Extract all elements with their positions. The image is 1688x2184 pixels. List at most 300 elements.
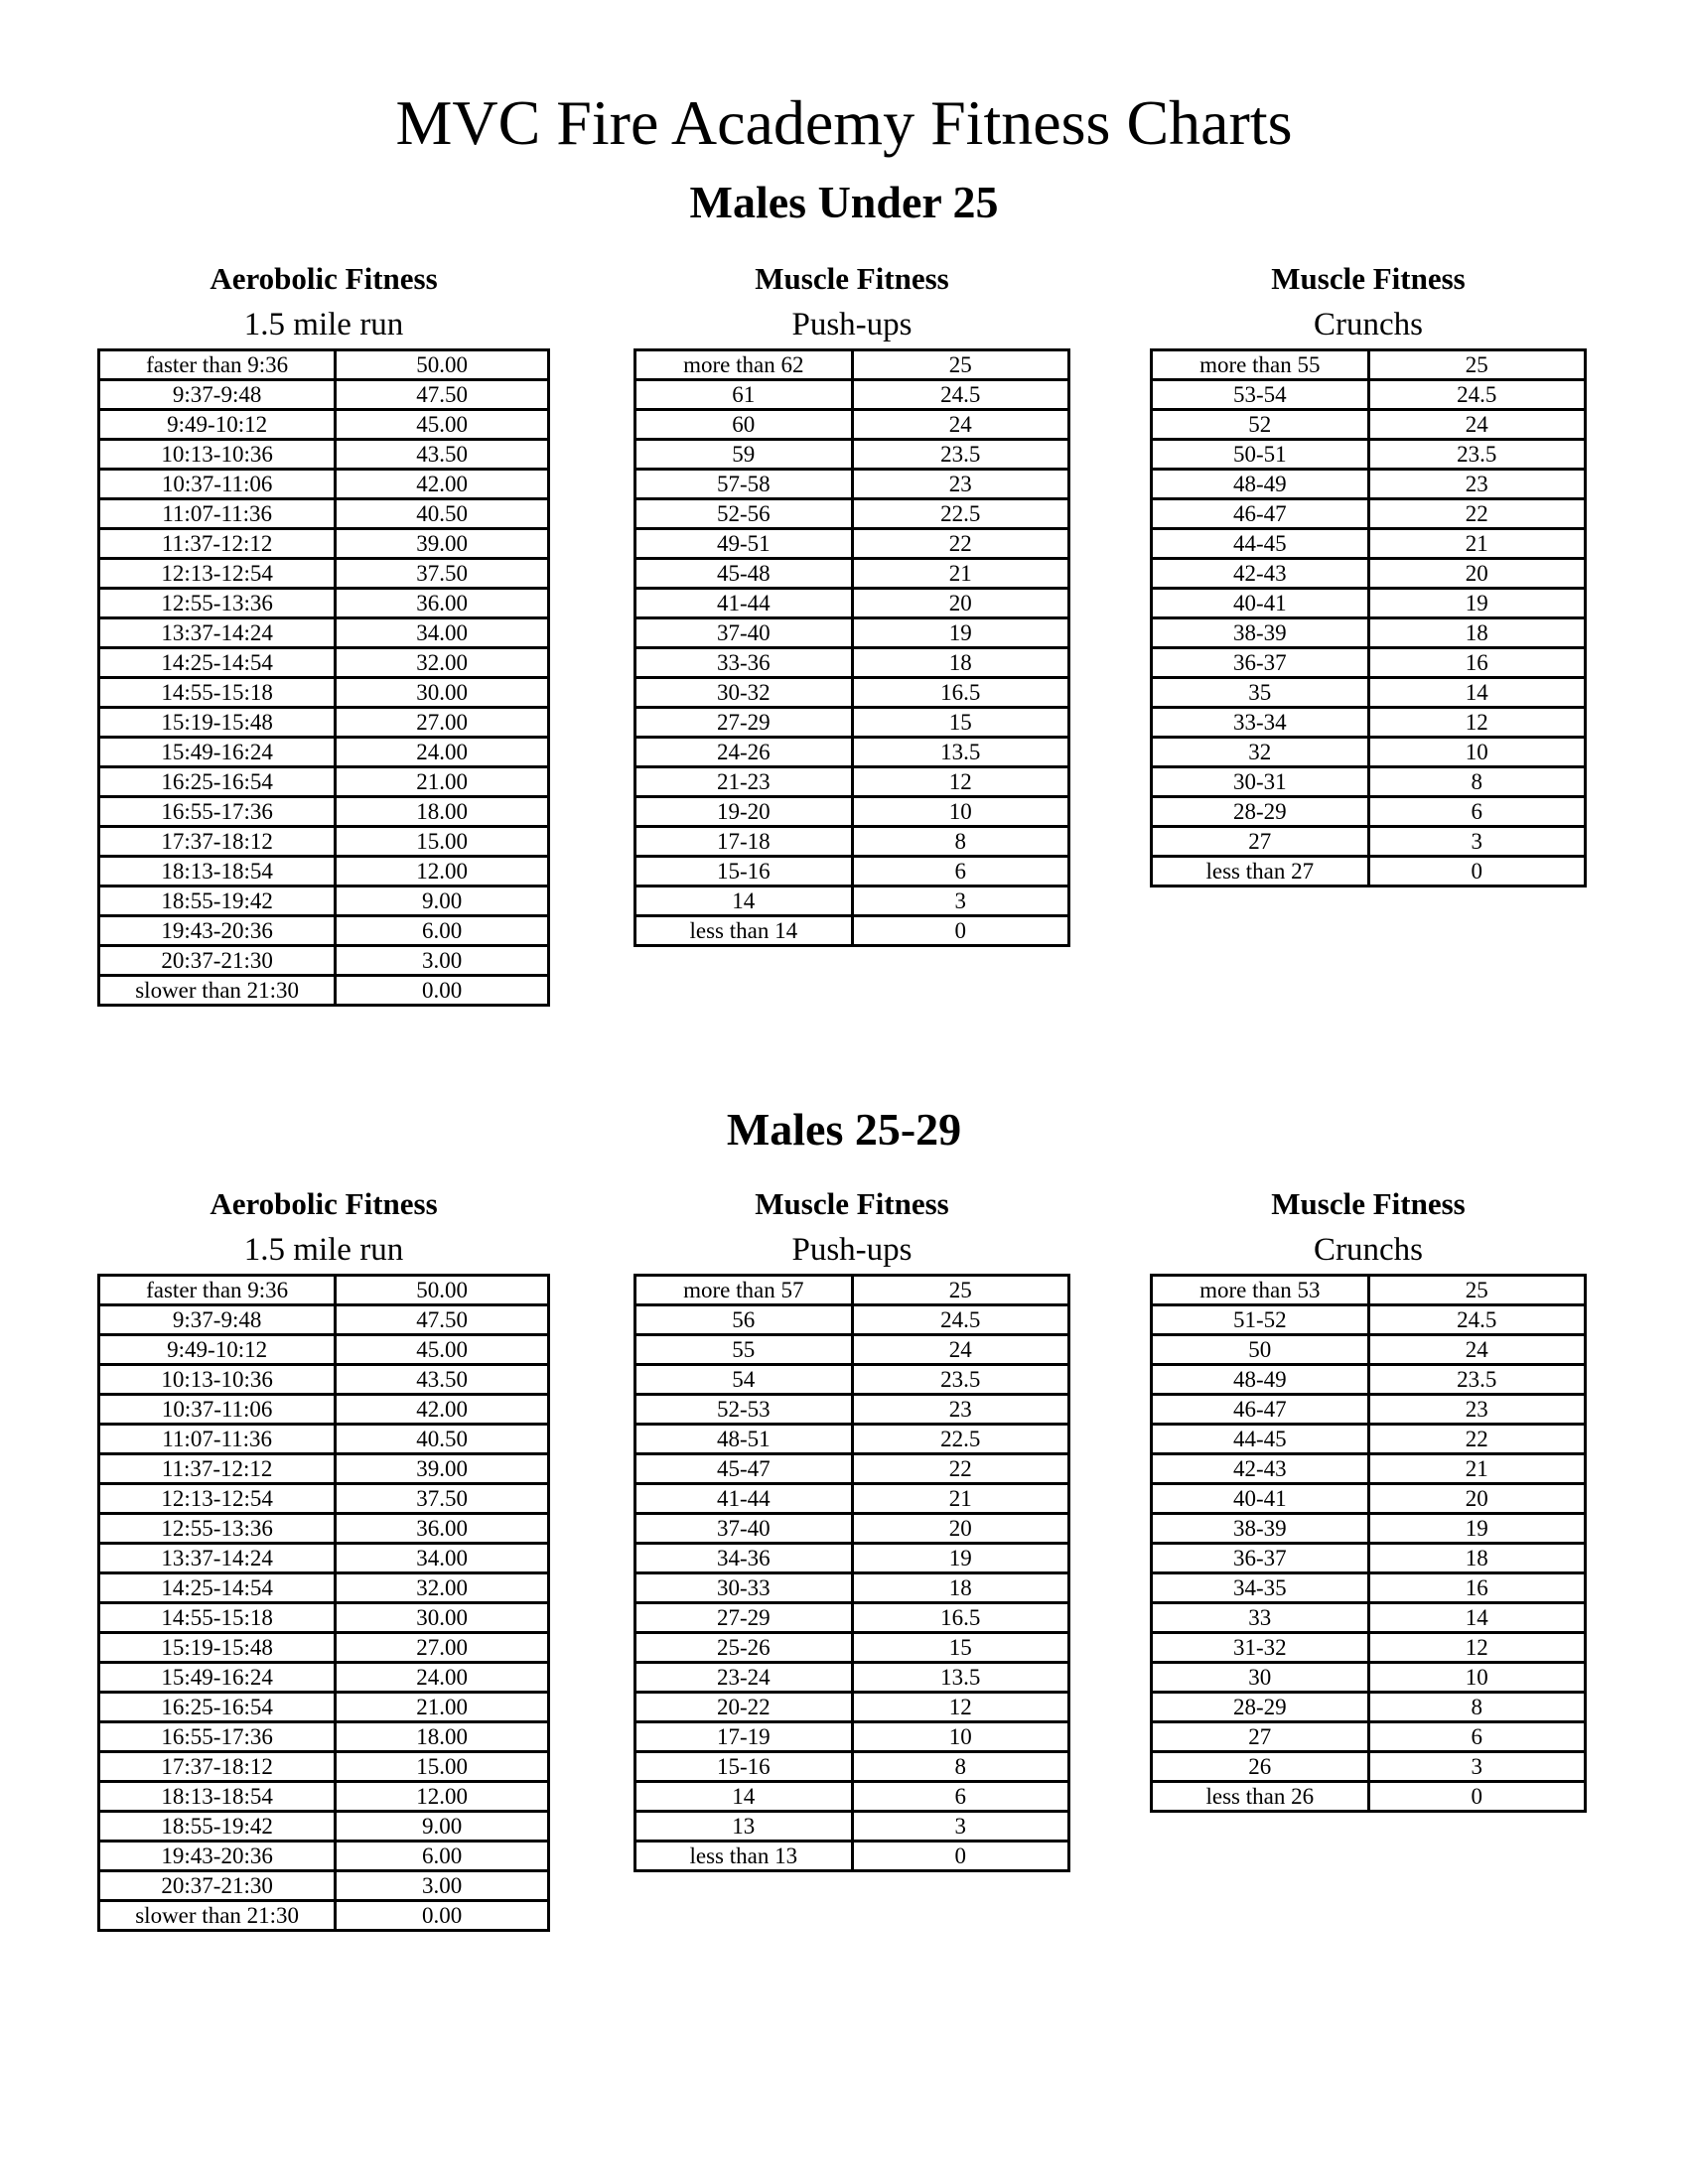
table-row <box>635 708 1069 738</box>
score-cell: 23.5 <box>1368 440 1585 470</box>
score-cell: 6 <box>1368 1722 1585 1752</box>
score-cell: 16.5 <box>852 1603 1068 1633</box>
table-row <box>635 1752 1069 1782</box>
range-cell: 13 <box>635 1812 853 1842</box>
table-row <box>1152 440 1586 470</box>
table-row <box>635 678 1069 708</box>
chart-heading: Aerobolic Fitness <box>210 1186 438 1221</box>
table-row <box>635 916 1069 946</box>
table-row <box>1152 1276 1586 1305</box>
range-cell: faster than 9:36 <box>99 1276 336 1305</box>
table-row <box>99 499 549 529</box>
score-cell: 22 <box>852 529 1068 559</box>
table-row <box>99 1693 549 1722</box>
range-cell: 52-56 <box>635 499 853 529</box>
score-cell: 19 <box>1368 1514 1585 1544</box>
score-cell: 8 <box>852 1752 1068 1782</box>
score-cell: 0 <box>1368 1782 1585 1812</box>
range-cell: 15-16 <box>635 1752 853 1782</box>
score-cell: 23.5 <box>852 440 1068 470</box>
table-row <box>99 1514 549 1544</box>
score-cell: 12.00 <box>336 1782 549 1812</box>
range-cell: less than 14 <box>635 916 853 946</box>
range-cell: 24-26 <box>635 738 853 767</box>
table-row <box>1152 470 1586 499</box>
table-row <box>1152 529 1586 559</box>
table-row <box>1152 1365 1586 1395</box>
range-cell: 9:49-10:12 <box>99 1335 336 1365</box>
score-cell: 24.5 <box>852 1305 1068 1335</box>
range-cell: 14:55-15:18 <box>99 1603 336 1633</box>
table-row <box>635 797 1069 827</box>
table-row <box>635 1276 1069 1305</box>
score-cell: 3.00 <box>336 946 549 976</box>
range-cell: 59 <box>635 440 853 470</box>
range-cell: more than 57 <box>635 1276 853 1305</box>
range-cell: 60 <box>635 410 853 440</box>
table-row <box>99 559 549 589</box>
table-row <box>1152 559 1586 589</box>
table-row <box>635 440 1069 470</box>
table-row <box>635 1693 1069 1722</box>
table-row <box>99 1395 549 1425</box>
table-row <box>99 1633 549 1663</box>
score-cell: 0 <box>1368 857 1585 887</box>
score-cell: 23 <box>852 470 1068 499</box>
table-row <box>1152 1752 1586 1782</box>
table-row <box>99 857 549 887</box>
score-cell: 10 <box>1368 1663 1585 1693</box>
table-row <box>1152 797 1586 827</box>
score-table <box>1150 1274 1587 1813</box>
range-cell: 21-23 <box>635 767 853 797</box>
range-cell: 15-16 <box>635 857 853 887</box>
range-cell: 46-47 <box>1152 499 1369 529</box>
table-row <box>1152 1782 1586 1812</box>
range-cell: 32 <box>1152 738 1369 767</box>
score-cell: 3 <box>1368 827 1585 857</box>
range-cell: 45-47 <box>635 1454 853 1484</box>
score-cell: 40.50 <box>336 1425 549 1454</box>
table-row <box>635 529 1069 559</box>
range-cell: 30 <box>1152 1663 1369 1693</box>
score-cell: 21 <box>1368 529 1585 559</box>
table-row <box>635 1782 1069 1812</box>
pushups-chart <box>633 258 1070 947</box>
range-cell: 27 <box>1152 827 1369 857</box>
range-cell: more than 62 <box>635 350 853 380</box>
table-row <box>635 1514 1069 1544</box>
score-cell: 37.50 <box>336 559 549 589</box>
score-cell: 9.00 <box>336 1812 549 1842</box>
range-cell: 42-43 <box>1152 559 1369 589</box>
table-row <box>1152 1305 1586 1335</box>
range-cell: 28-29 <box>1152 1693 1369 1722</box>
score-table <box>1150 348 1587 887</box>
score-cell: 0.00 <box>336 1901 549 1931</box>
table-row <box>1152 1573 1586 1603</box>
range-cell: 9:37-9:48 <box>99 1305 336 1335</box>
range-cell: 18:13-18:54 <box>99 1782 336 1812</box>
table-row <box>99 767 549 797</box>
table-row <box>99 708 549 738</box>
score-cell: 10 <box>852 1722 1068 1752</box>
table-row <box>99 470 549 499</box>
score-cell: 34.00 <box>336 1544 549 1573</box>
score-cell: 9.00 <box>336 887 549 916</box>
crunches-chart <box>1150 1183 1587 1813</box>
score-cell: 24 <box>852 1335 1068 1365</box>
range-cell: 37-40 <box>635 1514 853 1544</box>
chart-heading: Muscle Fitness <box>755 261 949 296</box>
score-cell: 39.00 <box>336 529 549 559</box>
range-cell: 16:55-17:36 <box>99 797 336 827</box>
score-cell: 22 <box>852 1454 1068 1484</box>
score-cell: 30.00 <box>336 678 549 708</box>
table-row <box>99 678 549 708</box>
range-cell: 17-19 <box>635 1722 853 1752</box>
score-cell: 19 <box>1368 589 1585 618</box>
range-cell: 18:55-19:42 <box>99 887 336 916</box>
range-cell: 15:19-15:48 <box>99 1633 336 1663</box>
table-row <box>99 529 549 559</box>
table-row <box>99 1425 549 1454</box>
score-cell: 6 <box>852 1782 1068 1812</box>
table-row <box>635 350 1069 380</box>
range-cell: 17:37-18:12 <box>99 1752 336 1782</box>
table-row <box>99 1305 549 1335</box>
table-row <box>1152 827 1586 857</box>
table-row <box>99 1365 549 1395</box>
range-cell: 52-53 <box>635 1395 853 1425</box>
score-cell: 39.00 <box>336 1454 549 1484</box>
score-cell: 45.00 <box>336 1335 549 1365</box>
score-cell: 8 <box>852 827 1068 857</box>
score-cell: 18.00 <box>336 797 549 827</box>
range-cell: 56 <box>635 1305 853 1335</box>
score-cell: 18 <box>1368 618 1585 648</box>
table-row <box>1152 380 1586 410</box>
range-cell: 23-24 <box>635 1663 853 1693</box>
range-cell: 13:37-14:24 <box>99 1544 336 1573</box>
range-cell: 16:55-17:36 <box>99 1722 336 1752</box>
score-cell: 43.50 <box>336 440 549 470</box>
table-row <box>635 1663 1069 1693</box>
score-cell: 24.00 <box>336 1663 549 1693</box>
table-row <box>635 559 1069 589</box>
score-cell: 6.00 <box>336 1842 549 1871</box>
range-cell: 37-40 <box>635 618 853 648</box>
range-cell: less than 26 <box>1152 1782 1369 1812</box>
table-row <box>635 410 1069 440</box>
score-cell: 23 <box>1368 1395 1585 1425</box>
table-row <box>635 767 1069 797</box>
range-cell: 10:13-10:36 <box>99 440 336 470</box>
score-cell: 0 <box>852 1842 1068 1871</box>
range-cell: 31-32 <box>1152 1633 1369 1663</box>
score-cell: 12 <box>1368 1633 1585 1663</box>
range-cell: 41-44 <box>635 589 853 618</box>
score-cell: 14 <box>1368 1603 1585 1633</box>
range-cell: 12:13-12:54 <box>99 1484 336 1514</box>
table-row <box>635 499 1069 529</box>
range-cell: 50-51 <box>1152 440 1369 470</box>
score-cell: 22 <box>1368 499 1585 529</box>
range-cell: 54 <box>635 1365 853 1395</box>
score-cell: 43.50 <box>336 1365 549 1395</box>
table-row <box>635 618 1069 648</box>
range-cell: 42-43 <box>1152 1454 1369 1484</box>
score-cell: 25 <box>852 350 1068 380</box>
score-cell: 8 <box>1368 767 1585 797</box>
range-cell: more than 53 <box>1152 1276 1369 1305</box>
score-table <box>633 348 1070 947</box>
range-cell: faster than 9:36 <box>99 350 336 380</box>
score-cell: 13.5 <box>852 1663 1068 1693</box>
range-cell: more than 55 <box>1152 350 1369 380</box>
score-cell: 36.00 <box>336 1514 549 1544</box>
range-cell: 45-48 <box>635 559 853 589</box>
chart-heading: Muscle Fitness <box>755 1186 949 1221</box>
range-cell: 44-45 <box>1152 529 1369 559</box>
score-cell: 14 <box>1368 678 1585 708</box>
score-cell: 20 <box>1368 1484 1585 1514</box>
range-cell: 53-54 <box>1152 380 1369 410</box>
table-row <box>1152 589 1586 618</box>
score-cell: 47.50 <box>336 380 549 410</box>
score-cell: 8 <box>1368 1693 1585 1722</box>
table-row <box>1152 1663 1586 1693</box>
range-cell: 14 <box>635 887 853 916</box>
table-row <box>635 1395 1069 1425</box>
score-cell: 24 <box>1368 410 1585 440</box>
score-cell: 24.5 <box>1368 380 1585 410</box>
range-cell: 16:25-16:54 <box>99 1693 336 1722</box>
score-cell: 15.00 <box>336 1752 549 1782</box>
score-cell: 12.00 <box>336 857 549 887</box>
score-cell: 21.00 <box>336 767 549 797</box>
score-cell: 15.00 <box>336 827 549 857</box>
table-row <box>99 827 549 857</box>
table-row <box>1152 1514 1586 1544</box>
range-cell: 57-58 <box>635 470 853 499</box>
table-row <box>99 1335 549 1365</box>
range-cell: 27 <box>1152 1722 1369 1752</box>
table-row <box>99 1663 549 1693</box>
range-cell: 11:07-11:36 <box>99 1425 336 1454</box>
table-row <box>1152 767 1586 797</box>
table-row <box>99 440 549 470</box>
score-cell: 25 <box>1368 1276 1585 1305</box>
score-cell: 21 <box>1368 1454 1585 1484</box>
table-row <box>635 1484 1069 1514</box>
score-cell: 21 <box>852 559 1068 589</box>
range-cell: 14:25-14:54 <box>99 648 336 678</box>
table-row <box>1152 738 1586 767</box>
score-cell: 32.00 <box>336 648 549 678</box>
score-cell: 37.50 <box>336 1484 549 1514</box>
table-row <box>1152 648 1586 678</box>
range-cell: 33-36 <box>635 648 853 678</box>
range-cell: 17:37-18:12 <box>99 827 336 857</box>
table-row <box>635 1842 1069 1871</box>
table-row <box>99 1484 549 1514</box>
range-cell: 36-37 <box>1152 1544 1369 1573</box>
table-row <box>1152 1425 1586 1454</box>
range-cell: 52 <box>1152 410 1369 440</box>
table-row <box>99 1454 549 1484</box>
score-cell: 30.00 <box>336 1603 549 1633</box>
score-cell: 6.00 <box>336 916 549 946</box>
score-cell: 18 <box>1368 1544 1585 1573</box>
run-chart <box>97 258 550 1007</box>
range-cell: 48-49 <box>1152 1365 1369 1395</box>
range-cell: 25-26 <box>635 1633 853 1663</box>
score-table <box>97 1274 550 1932</box>
range-cell: 55 <box>635 1335 853 1365</box>
range-cell: less than 13 <box>635 1842 853 1871</box>
score-cell: 16.5 <box>852 678 1068 708</box>
range-cell: 13:37-14:24 <box>99 618 336 648</box>
score-cell: 3 <box>852 1812 1068 1842</box>
chart-subheading: 1.5 mile run <box>243 1232 404 1268</box>
range-cell: less than 27 <box>1152 857 1369 887</box>
table-row <box>1152 618 1586 648</box>
range-cell: 34-35 <box>1152 1573 1369 1603</box>
table-row <box>99 1901 549 1931</box>
table-row <box>99 618 549 648</box>
table-row <box>99 1842 549 1871</box>
table-row <box>99 380 549 410</box>
range-cell: 15:49-16:24 <box>99 738 336 767</box>
score-cell: 50.00 <box>336 350 549 380</box>
range-cell: 14 <box>635 1782 853 1812</box>
table-row <box>99 1752 549 1782</box>
table-row <box>1152 678 1586 708</box>
section-title: Males Under 25 <box>689 177 999 227</box>
range-cell: 19:43-20:36 <box>99 916 336 946</box>
range-cell: 36-37 <box>1152 648 1369 678</box>
score-cell: 42.00 <box>336 1395 549 1425</box>
range-cell: 11:37-12:12 <box>99 1454 336 1484</box>
score-cell: 20 <box>852 589 1068 618</box>
score-cell: 23 <box>852 1395 1068 1425</box>
table-row <box>99 976 549 1006</box>
range-cell: 48-51 <box>635 1425 853 1454</box>
score-cell: 15 <box>852 708 1068 738</box>
table-row <box>99 916 549 946</box>
table-row <box>99 797 549 827</box>
table-row <box>1152 350 1586 380</box>
score-cell: 23.5 <box>852 1365 1068 1395</box>
table-row <box>635 589 1069 618</box>
table-row <box>99 946 549 976</box>
chart-subheading: Crunchs <box>1314 1232 1423 1268</box>
chart-subheading: 1.5 mile run <box>243 307 404 342</box>
score-cell: 40.50 <box>336 499 549 529</box>
table-row <box>635 1335 1069 1365</box>
range-cell: 27-29 <box>635 1603 853 1633</box>
table-row <box>1152 857 1586 887</box>
table-row <box>635 1365 1069 1395</box>
score-cell: 22 <box>1368 1425 1585 1454</box>
range-cell: 46-47 <box>1152 1395 1369 1425</box>
score-cell: 12 <box>852 1693 1068 1722</box>
score-cell: 15 <box>852 1633 1068 1663</box>
table-row <box>635 648 1069 678</box>
section-title: Males 25-29 <box>726 1104 962 1155</box>
range-cell: 19-20 <box>635 797 853 827</box>
table-row <box>1152 1454 1586 1484</box>
range-cell: 50 <box>1152 1335 1369 1365</box>
table-row <box>99 1782 549 1812</box>
table-row <box>635 738 1069 767</box>
score-cell: 24.00 <box>336 738 549 767</box>
score-cell: 19 <box>852 1544 1068 1573</box>
range-cell: 16:25-16:54 <box>99 767 336 797</box>
table-row <box>1152 1395 1586 1425</box>
range-cell: 11:37-12:12 <box>99 529 336 559</box>
range-cell: 14:55-15:18 <box>99 678 336 708</box>
table-row <box>1152 499 1586 529</box>
table-row <box>635 1305 1069 1335</box>
table-row <box>635 1633 1069 1663</box>
pushups-chart <box>633 1183 1070 1872</box>
score-cell: 6 <box>852 857 1068 887</box>
range-cell: 30-33 <box>635 1573 853 1603</box>
range-cell: slower than 21:30 <box>99 1901 336 1931</box>
range-cell: 38-39 <box>1152 618 1369 648</box>
range-cell: 33 <box>1152 1603 1369 1633</box>
range-cell: 33-34 <box>1152 708 1369 738</box>
range-cell: 61 <box>635 380 853 410</box>
table-row <box>635 1544 1069 1573</box>
score-cell: 47.50 <box>336 1305 549 1335</box>
score-cell: 45.00 <box>336 410 549 440</box>
table-row <box>635 887 1069 916</box>
table-row <box>1152 1544 1586 1573</box>
run-chart <box>97 1183 550 1932</box>
range-cell: 41-44 <box>635 1484 853 1514</box>
table-row <box>1152 1603 1586 1633</box>
table-row <box>99 1544 549 1573</box>
table-row <box>99 648 549 678</box>
range-cell: 10:37-11:06 <box>99 470 336 499</box>
table-row <box>99 1871 549 1901</box>
score-cell: 27.00 <box>336 1633 549 1663</box>
table-row <box>1152 1633 1586 1663</box>
range-cell: 11:07-11:36 <box>99 499 336 529</box>
range-cell: 10:13-10:36 <box>99 1365 336 1395</box>
range-cell: 18:55-19:42 <box>99 1812 336 1842</box>
score-cell: 32.00 <box>336 1573 549 1603</box>
table-row <box>99 1603 549 1633</box>
score-cell: 20 <box>1368 559 1585 589</box>
score-cell: 42.00 <box>336 470 549 499</box>
chart-subheading: Push-ups <box>791 1232 913 1268</box>
score-cell: 0 <box>852 916 1068 946</box>
table-row <box>635 857 1069 887</box>
range-cell: 40-41 <box>1152 1484 1369 1514</box>
table-row <box>635 1425 1069 1454</box>
table-row <box>635 1603 1069 1633</box>
chart-heading: Aerobolic Fitness <box>210 261 438 296</box>
table-row <box>1152 1693 1586 1722</box>
range-cell: 28-29 <box>1152 797 1369 827</box>
range-cell: 17-18 <box>635 827 853 857</box>
table-row <box>635 1454 1069 1484</box>
table-row <box>1152 1335 1586 1365</box>
